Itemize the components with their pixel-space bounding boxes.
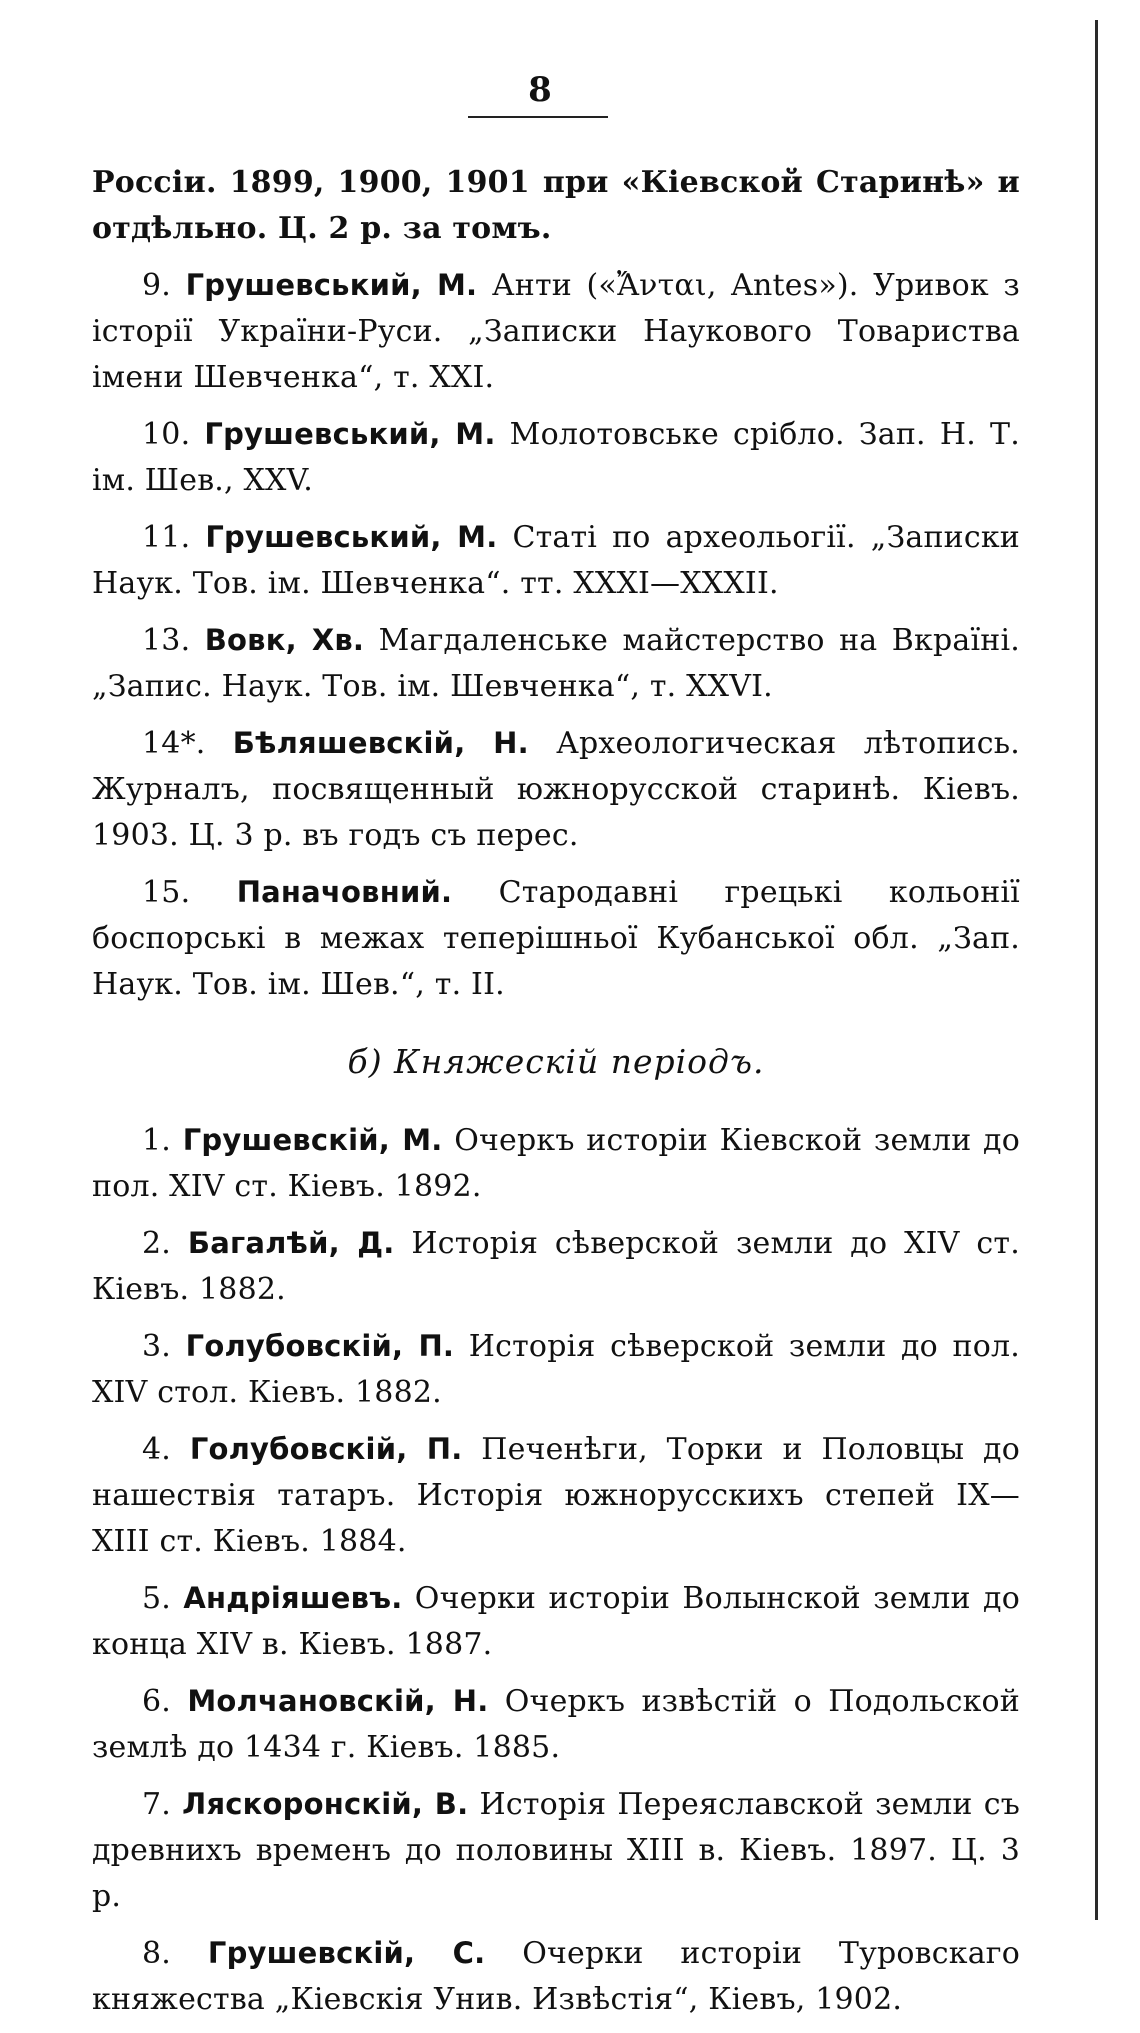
- entry-number: 7.: [142, 1787, 172, 1822]
- entry-author: Голубовскій, П.: [189, 1432, 463, 1466]
- entry-text: Исторія Переяславской земли съ древнихъ временъ до половины XIII в. Кіевъ. 1897. Ц. 3 р.: [92, 1787, 1020, 1914]
- entry-number: 6.: [142, 1684, 172, 1719]
- entry-number: 3.: [142, 1329, 172, 1364]
- entry-number: 11.: [142, 520, 191, 555]
- entry-number: 10.: [142, 417, 191, 452]
- entry-author: Вовк, Хв.: [204, 623, 365, 657]
- entry-author: Грушевський, М.: [205, 520, 498, 554]
- entry-text: Анти («Ἄνται, Antes»). Уривок з історії України-Руси. „Записки Наукового Товариства імени Шевченка“, т. XXI.: [92, 268, 1020, 395]
- entry-author: Бѣляшевскій, Н.: [232, 726, 529, 760]
- entry-text: Печенѣги, Торки и Половцы до нашествія татаръ. Исторія южнорусскихъ степей IX—XIII ст. Кіевъ. 1884.: [92, 1432, 1020, 1559]
- entry-text: Стародавні грецькі кольонії боспорські в межах теперішньої Кубанської обл. „Зап. Наук. Тов. ім. Шев.“, т. II.: [92, 875, 1020, 1002]
- continuation-text: Россіи. 1899, 1900, 1901 при «Кіевской Старинѣ» и отдѣльно. Ц. 2 р. за томъ.: [92, 165, 1020, 246]
- bib-entry: [92, 262, 1020, 401]
- entry-number: 2.: [142, 1226, 172, 1261]
- entry-author: Молчановскій, Н.: [187, 1684, 489, 1718]
- entries-part1: [92, 262, 1020, 1008]
- entry-text: Очеркъ извѣстій о Подольской землѣ до 1434 г. Кіевъ. 1885.: [92, 1684, 1020, 1765]
- bib-entry: [92, 720, 1020, 859]
- bib-entry: [92, 411, 1020, 504]
- entry-author: Грушевскій, М.: [182, 1123, 443, 1157]
- entry-number: 13.: [142, 623, 191, 658]
- page-edge-line: [1095, 20, 1098, 1920]
- bib-entry: [92, 1930, 1020, 2023]
- entry-author: Грушевський, М.: [204, 417, 496, 451]
- entry-author: Ляскоронскій, В.: [182, 1787, 469, 1821]
- bib-entry: [92, 1323, 1020, 1416]
- bibliography-content: [92, 160, 1020, 2033]
- entry-text: Археологическая лѣтопись. Журналъ, посвященный южнорусской старинѣ. Кіевъ. 1903. Ц. 3 р. въ годъ съ перес.: [92, 726, 1020, 853]
- bib-entry: [92, 1781, 1020, 1920]
- bib-entry: [92, 869, 1020, 1008]
- bib-entry: [92, 1575, 1020, 1668]
- section-heading: б) Княжескій періодъ.: [347, 1042, 765, 1081]
- entry-author: Паначовний.: [236, 875, 453, 909]
- page-number-rule: [468, 116, 608, 118]
- page-number: 8: [528, 70, 552, 110]
- entry-author: Грушевскій, С.: [207, 1936, 486, 1970]
- entry-text: Исторія сѣверской земли до пол. XIV стол. Кіевъ. 1882.: [92, 1329, 1020, 1410]
- bib-entry: [92, 1220, 1020, 1313]
- entry-number: 1.: [142, 1123, 172, 1158]
- bib-entry: [92, 1426, 1020, 1565]
- entry-text: Статі по археольогії. „Записки Наук. Тов. ім. Шевченка“. тт. XXXI—XXXII.: [92, 520, 1020, 601]
- entries-part2: [92, 1117, 1020, 2023]
- entry-text: Молотовське срібло. Зап. Н. Т. ім. Шев., XXV.: [92, 417, 1020, 498]
- bib-entry: [92, 1117, 1020, 1210]
- entry-text: Очерки исторіи Волынской земли до конца XIV в. Кіевъ. 1887.: [92, 1581, 1020, 1662]
- bib-entry: [92, 514, 1020, 607]
- bib-entry: [92, 617, 1020, 710]
- entry-text: Магдаленське майстерство на Вкраїні. „Запис. Наук. Тов. ім. Шевченка“, т. XXVI.: [92, 623, 1021, 704]
- entry-number: 5.: [142, 1581, 172, 1616]
- entry-author: Багалѣй, Д.: [187, 1226, 395, 1260]
- entry-author: Голубовскій, П.: [185, 1329, 455, 1363]
- entry-author: Андріяшевъ.: [183, 1581, 403, 1615]
- entry-text: Очерки исторіи Туровскаго княжества „Кіевскія Унив. Извѣстія“, Кіевъ, 1902.: [92, 1936, 1020, 2017]
- entry-number: 15.: [142, 875, 191, 910]
- entry-number: 14*.: [142, 726, 206, 761]
- entry-author: Грушевський, М.: [185, 268, 478, 302]
- entry-number: 9.: [142, 268, 172, 303]
- bib-entry: [92, 1678, 1020, 1771]
- entry-number: 8.: [142, 1936, 172, 1971]
- entry-number: 4.: [142, 1432, 172, 1467]
- entry-text: Исторія сѣверской земли до XIV ст. Кіевъ. 1882.: [92, 1226, 1020, 1307]
- entry-text: Очеркъ исторіи Кіевской земли до пол. XIV ст. Кіевъ. 1892.: [92, 1123, 1020, 1204]
